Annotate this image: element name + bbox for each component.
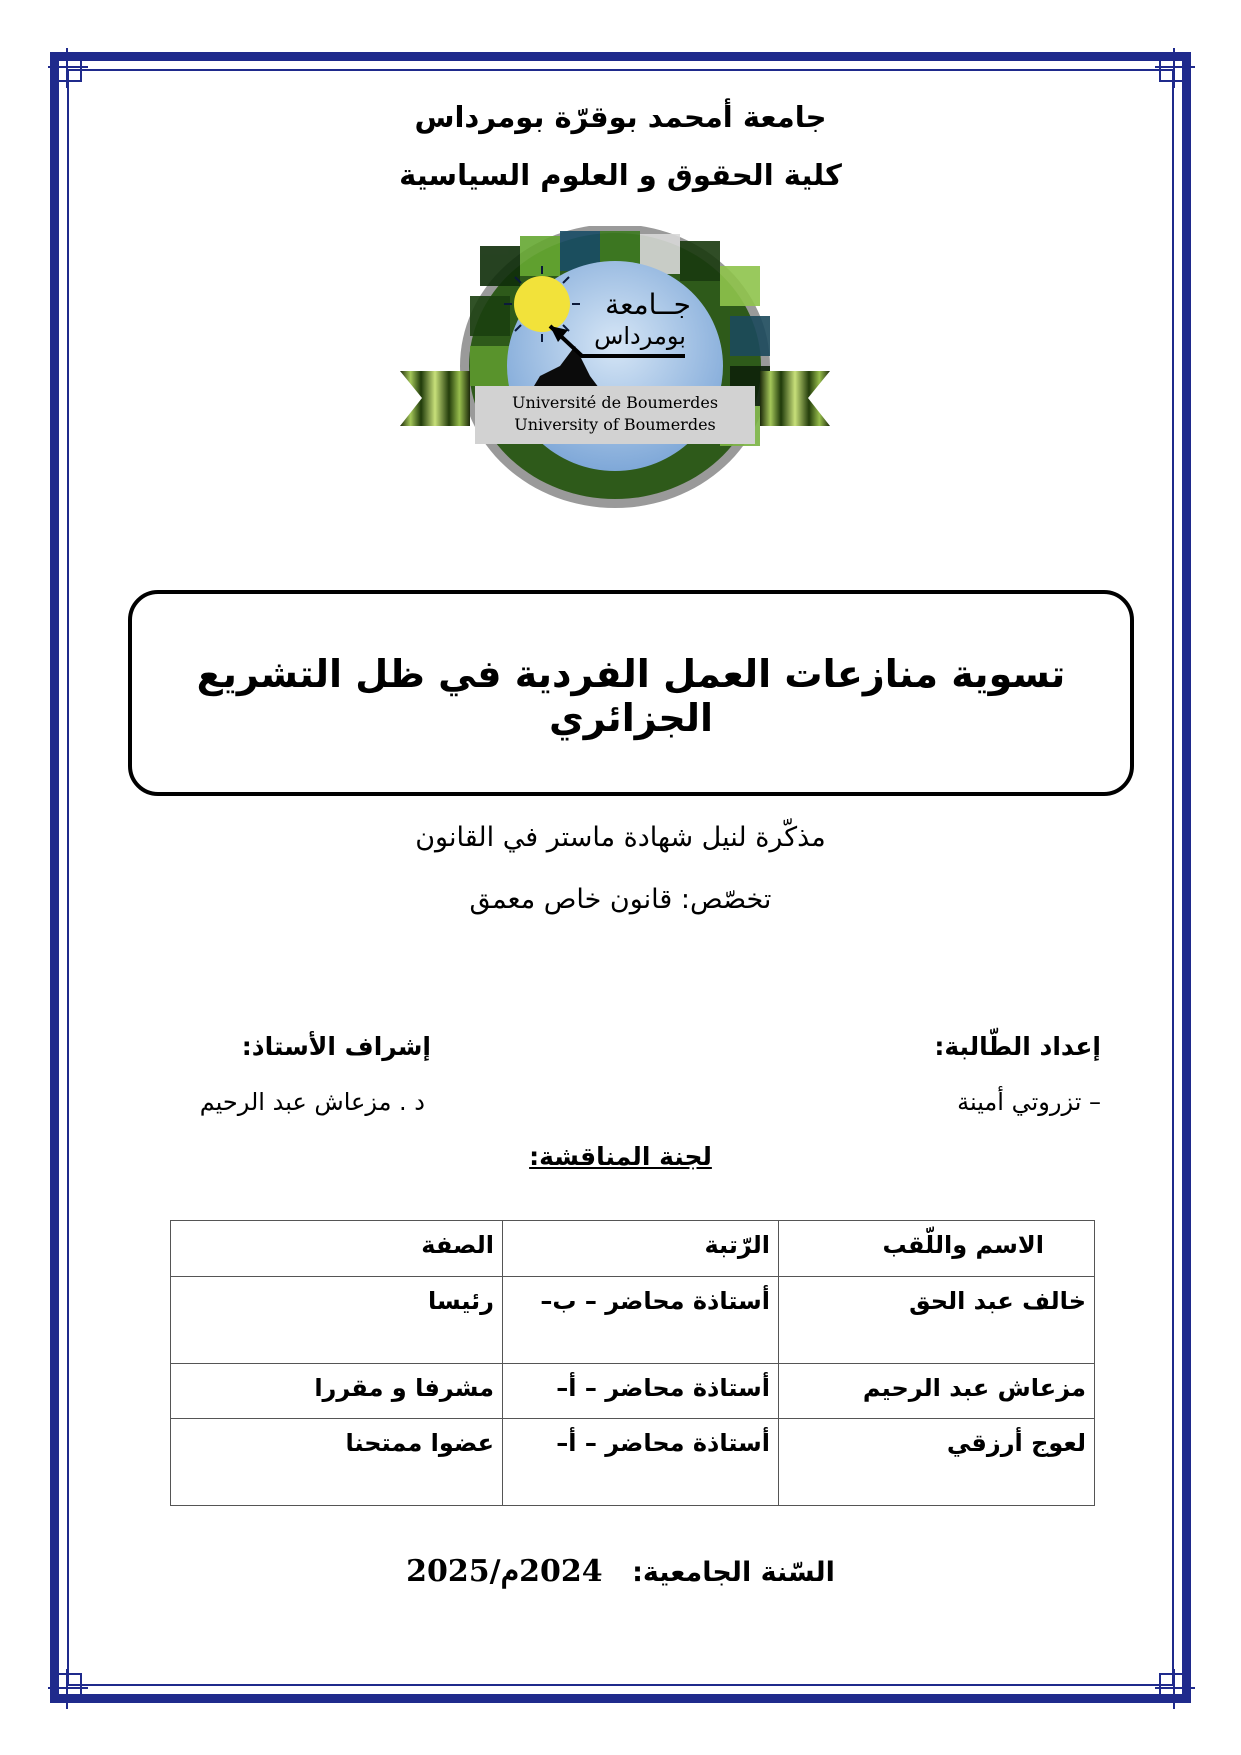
logo-arabic-line1: جــامعة: [605, 288, 691, 321]
jury-role: رئيسا: [171, 1277, 503, 1364]
logo-arabic-line2: بومرداس: [594, 322, 686, 350]
table-header-row: [171, 1221, 1095, 1277]
supervisor-name: د . مزعاش عبد الرحيم: [199, 1088, 425, 1116]
committee-heading: لجنة المناقشة:: [529, 1142, 712, 1171]
memo-description: مذكّرة لنيل شهادة ماستر في القانون: [415, 822, 826, 853]
corner-ornament-bottom-right: [1159, 1673, 1189, 1703]
jury-table: [170, 1220, 1095, 1506]
corner-ornament-top-right: [1159, 52, 1189, 82]
specialty: تخصّص: قانون خاص معمق: [469, 884, 772, 915]
thesis-title: تسوية منازعات العمل الفردية في ظل التشريع الجزائري: [196, 652, 1066, 740]
logo-english-name: University of Boumerdes: [514, 415, 716, 434]
jury-role: مشرفا و مقررا: [171, 1364, 503, 1419]
table-row: [171, 1277, 1095, 1364]
header-role: الصفة: [171, 1221, 503, 1277]
academic-year: [0, 1554, 1241, 1589]
university-logo: [400, 226, 830, 516]
jury-name: مزعاش عبد الرحيم: [779, 1364, 1095, 1419]
table-row: [171, 1364, 1095, 1419]
academic-year-value: 2024م/2025: [406, 1554, 603, 1589]
header-rank: الرّتبة: [503, 1221, 779, 1277]
prepared-by-label: إعداد الطّالبة:: [934, 1032, 1101, 1061]
student-name: – تزروتي أمينة: [957, 1088, 1101, 1116]
jury-rank: أستاذة محاضر – أ–: [503, 1419, 779, 1506]
header-name: الاسم واللّقب: [779, 1221, 1095, 1277]
jury-name: خالف عبد الحق: [779, 1277, 1095, 1364]
supervisor-label: إشراف الأستاذ:: [241, 1032, 431, 1061]
logo-french-name: Université de Boumerdes: [511, 393, 719, 412]
table-row: [171, 1419, 1095, 1506]
faculty-name: كلية الحقوق و العلوم السياسية: [399, 158, 842, 192]
academic-year-label: السّنة الجامعية:: [632, 1557, 835, 1588]
university-name: جامعة أمحمد بوقرّة بومرداس: [414, 100, 827, 134]
corner-ornament-top-left: [52, 52, 82, 82]
jury-role: عضوا ممتحنا: [171, 1419, 503, 1506]
jury-name: لعوج أرزقي: [779, 1419, 1095, 1506]
jury-rank: أستاذة محاضر – ب–: [503, 1277, 779, 1364]
corner-ornament-bottom-left: [52, 1673, 82, 1703]
jury-rank: أستاذة محاضر – أ–: [503, 1364, 779, 1419]
